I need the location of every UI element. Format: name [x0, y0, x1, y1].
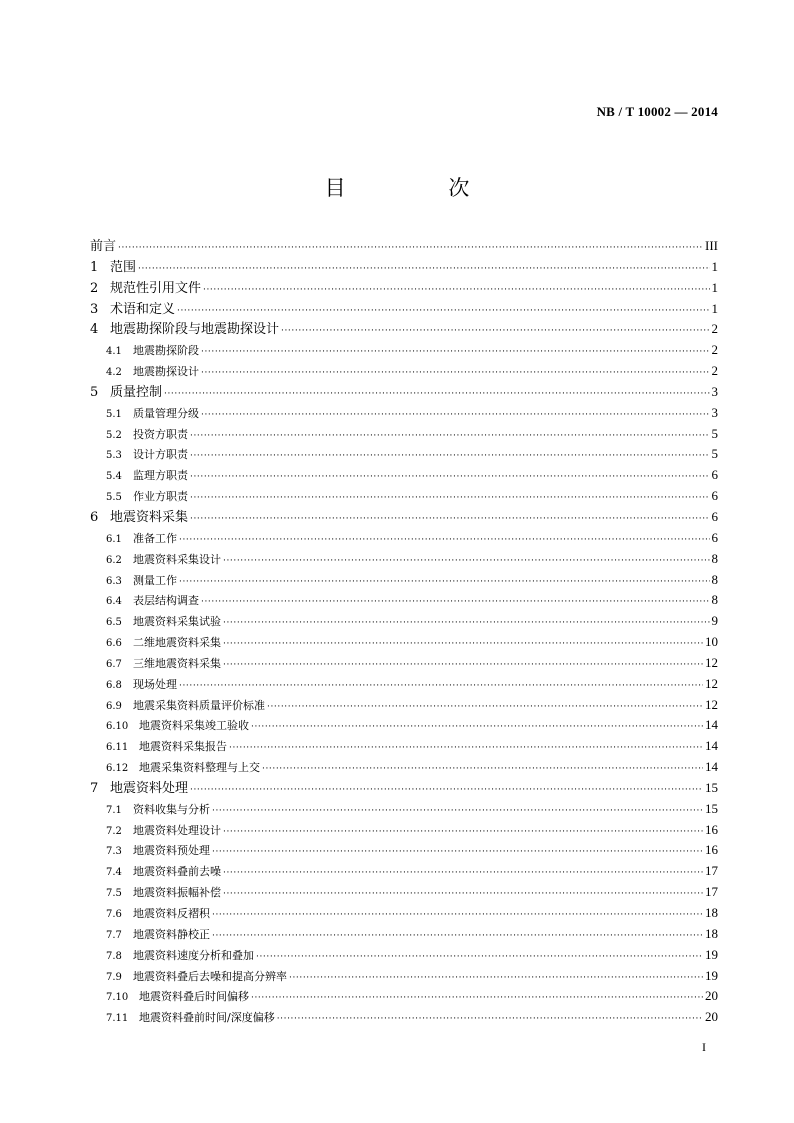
toc-entry[interactable] [90, 674, 718, 695]
dot-leader [251, 717, 703, 736]
toc-entry-number: 5.5 [106, 492, 122, 504]
dot-leader [190, 426, 710, 445]
dot-leader [262, 759, 703, 778]
toc-entry-title: 地震资料反褶积 [133, 907, 210, 920]
toc-entry[interactable] [90, 903, 718, 924]
toc-entry-number: 6.9 [106, 700, 122, 712]
dot-leader [190, 509, 709, 528]
toc-entry-page: 14 [705, 759, 718, 775]
toc-entry-title: 地震采集资料质量评价标准 [133, 698, 265, 712]
toc-entry-page: 1 [711, 258, 718, 274]
toc-entry-title: 地震资料静校正 [133, 927, 210, 941]
dot-leader [212, 842, 703, 861]
toc-entry-number: 6.1 [106, 533, 122, 545]
toc-entry[interactable] [90, 486, 718, 507]
page-number: I [702, 1040, 706, 1054]
toc-entry[interactable] [90, 653, 718, 674]
toc-entry-number: 2 [90, 280, 99, 296]
toc-entry[interactable] [90, 278, 718, 299]
toc-entry-number: 6.5 [106, 617, 122, 629]
dot-leader [223, 863, 703, 882]
toc-entry-number: 7.7 [106, 929, 122, 941]
toc-entry-number: 4.2 [106, 367, 122, 379]
dot-leader [223, 634, 703, 653]
dot-leader [201, 363, 710, 382]
toc-entry-page: 6 [711, 467, 718, 483]
toc-entry[interactable] [90, 507, 718, 528]
toc-entry[interactable] [90, 590, 718, 611]
toc-entry-page: 2 [711, 321, 718, 337]
dot-leader [201, 592, 710, 611]
toc-entry-title: 地震资料采集竣工验收 [139, 719, 249, 733]
toc-entry-number: 6.6 [106, 638, 122, 650]
toc-entry-title: 地震资料采集试验 [133, 615, 221, 629]
dot-leader [190, 446, 710, 465]
toc-entry[interactable] [90, 611, 718, 632]
toc-entry-page: 8 [711, 550, 718, 566]
dot-leader [212, 801, 703, 820]
toc-entry-title: 地震资料叠前去噪 [133, 865, 221, 879]
toc-entry-number: 7.5 [106, 888, 122, 900]
toc-entry-number: 6.4 [106, 596, 122, 608]
toc-entry[interactable] [90, 465, 718, 486]
toc-entry-page: 6 [711, 488, 718, 504]
dot-leader [223, 884, 703, 903]
toc-entry-number: 4 [90, 322, 99, 338]
toc-entry[interactable] [90, 528, 718, 549]
toc-entry-title: 地震资料叠后时间偏移 [139, 990, 249, 1004]
toc-entry[interactable] [90, 736, 718, 757]
dot-leader [179, 530, 710, 549]
toc-entry-number: 5.2 [106, 429, 122, 441]
toc-entry-title: 地震采集资料整理与上交 [139, 761, 260, 775]
dot-leader [212, 905, 703, 924]
toc-entry-page: 15 [705, 800, 718, 816]
toc-entry-page: 3 [711, 383, 718, 399]
toc-entry[interactable] [90, 861, 718, 882]
toc-entry-page: 19 [705, 946, 718, 962]
dot-leader [179, 572, 710, 591]
toc-entry[interactable] [90, 986, 718, 1007]
toc-entry-number: 4.1 [106, 346, 122, 358]
toc-entry-page: 14 [705, 717, 718, 733]
toc-entry-title: 前言 [90, 239, 117, 254]
toc-entry[interactable] [90, 236, 718, 257]
toc-entry-page: 6 [711, 508, 718, 524]
toc-entry-number: 7.8 [106, 950, 122, 962]
toc-entry-number: 6.11 [106, 742, 129, 754]
toc-entry-number: 6.7 [106, 658, 122, 670]
toc-entry-page: 17 [705, 863, 718, 879]
toc-entry[interactable] [90, 882, 718, 903]
toc-entry-title: 地震资料采集设计 [133, 552, 221, 566]
toc-entry-page: 5 [711, 446, 718, 462]
toc-entry-title: 现场处理 [133, 677, 177, 691]
toc-entry-title: 质量管理分级 [133, 406, 199, 420]
toc-entry-number: 7 [90, 780, 99, 796]
dot-leader [138, 259, 709, 278]
toc-entry[interactable] [90, 924, 718, 945]
dot-leader [201, 405, 710, 424]
toc-entry[interactable] [90, 632, 718, 653]
toc-entry-page: 2 [711, 342, 718, 358]
toc-entry-title: 地震资料预处理 [133, 844, 210, 858]
toc-entry-title: 地震勘探阶段 [133, 344, 199, 358]
toc-entry-title: 表层结构调查 [133, 594, 199, 608]
toc-entry-title: 测量工作 [133, 573, 177, 587]
toc-entry[interactable] [90, 840, 718, 861]
toc-entry-number: 5.1 [106, 408, 122, 420]
toc-entry[interactable] [90, 966, 718, 987]
dot-leader [118, 238, 703, 257]
toc-entry-page: 17 [705, 884, 718, 900]
toc-entry-page: 9 [711, 613, 718, 629]
dot-leader [190, 488, 710, 507]
dot-leader [223, 822, 703, 841]
dot-leader [223, 551, 710, 570]
toc-entry-number: 5.4 [106, 471, 122, 483]
toc-entry-title: 设计方职责 [133, 448, 188, 462]
toc-entry-number: 6.10 [106, 721, 129, 733]
toc-entry-title: 术语和定义 [110, 301, 176, 317]
toc-entry[interactable] [90, 715, 718, 736]
dot-leader [267, 697, 703, 716]
toc-entry-title: 地震勘探阶段与地震勘探设计 [110, 322, 280, 338]
toc-entry[interactable] [90, 695, 718, 716]
toc-entry-page: 12 [705, 675, 718, 691]
toc-entry-number: 6.3 [106, 575, 122, 587]
toc-entry-title: 投资方职责 [133, 427, 188, 441]
toc-entry-page: 16 [705, 842, 718, 858]
toc-entry-page: 1 [711, 300, 718, 316]
dot-leader [164, 384, 709, 403]
toc-entry-title: 地震资料采集 [110, 509, 189, 525]
toc-entry[interactable] [90, 319, 718, 340]
page-title: 目 次 [324, 176, 518, 200]
dot-leader [201, 342, 710, 361]
toc-entry-page: 20 [705, 988, 718, 1004]
toc-entry-number: 6.2 [106, 554, 122, 566]
toc-entry-title: 监理方职责 [133, 469, 188, 483]
toc-entry-page: 12 [705, 696, 718, 712]
dot-leader [256, 947, 703, 966]
toc-entry[interactable] [90, 382, 718, 403]
toc-entry-title: 地震资料处理设计 [133, 823, 221, 837]
toc-entry[interactable] [90, 424, 718, 445]
toc-entry[interactable] [90, 444, 718, 465]
toc-entry[interactable] [90, 757, 718, 778]
toc-entry-page: 3 [711, 404, 718, 420]
toc-entry-number: 6.8 [106, 679, 122, 691]
dot-leader [281, 321, 709, 340]
toc-entry-page: 19 [705, 967, 718, 983]
toc-entry-title: 准备工作 [133, 531, 177, 545]
toc-entry-page: 1 [711, 279, 718, 295]
toc-entry-number: 7.11 [106, 1013, 129, 1025]
toc-entry-title: 资料收集与分析 [133, 802, 210, 816]
toc-entry[interactable] [90, 299, 718, 320]
toc-entry-number: 5.3 [106, 450, 122, 462]
toc-entry-number: 5 [90, 384, 99, 400]
toc-entry[interactable] [90, 257, 718, 278]
toc-entry[interactable] [90, 570, 718, 591]
toc-entry-number: 6 [90, 509, 99, 525]
toc-entry-number: 3 [90, 301, 99, 317]
toc-entry[interactable] [90, 549, 718, 570]
dot-leader [177, 301, 709, 320]
toc-entry-title: 地震资料处理 [110, 780, 189, 796]
dot-leader [229, 738, 703, 757]
toc-entry-title: 范围 [110, 259, 137, 275]
toc-entry-title: 地震资料速度分析和叠加 [133, 948, 254, 962]
toc-entry-number: 7.10 [106, 992, 129, 1004]
toc-entry[interactable] [90, 820, 718, 841]
dot-leader [223, 613, 710, 632]
toc-entry-number: 7.6 [106, 909, 122, 920]
dot-leader [203, 280, 709, 299]
toc-entry-page: 18 [705, 925, 718, 941]
toc-entry-page: 18 [705, 905, 718, 920]
toc-entry-title: 地震资料采集报告 [139, 740, 227, 754]
toc-entry-page: III [705, 238, 718, 253]
toc-entry[interactable] [90, 945, 718, 966]
toc-entry-number: 1 [90, 259, 99, 275]
toc-entry-number: 7.4 [106, 867, 122, 879]
toc-entry-page: 20 [705, 1009, 718, 1025]
toc-entry-number: 7.3 [106, 846, 122, 858]
toc-entry-number: 7.2 [106, 825, 122, 837]
toc-entry-number: 7.9 [106, 971, 122, 983]
toc-entry-page: 10 [705, 634, 718, 650]
toc-entry-page: 8 [711, 592, 718, 608]
toc-entry-page: 14 [705, 738, 718, 754]
toc-entry-page: 2 [711, 363, 718, 379]
toc-entry[interactable] [90, 403, 718, 424]
dot-leader [190, 780, 703, 799]
toc-entry-page: 5 [711, 425, 718, 441]
toc-entry-page: 8 [711, 571, 718, 587]
dot-leader [179, 676, 703, 695]
toc-entry-title: 作业方职责 [133, 490, 188, 504]
toc-entry[interactable] [90, 1007, 718, 1028]
toc-entry[interactable] [90, 361, 718, 382]
table-of-contents [90, 236, 718, 1028]
toc-entry-page: 16 [705, 821, 718, 837]
toc-entry-title: 地震资料叠前时间/深度偏移 [139, 1011, 275, 1025]
toc-entry-title: 二维地震资料采集 [133, 636, 221, 650]
toc-entry[interactable] [90, 799, 718, 820]
dot-leader [277, 1009, 703, 1028]
toc-entry[interactable] [90, 340, 718, 361]
dot-leader [289, 968, 703, 987]
toc-entry-title: 质量控制 [110, 384, 163, 400]
toc-entry-title: 三维地震资料采集 [133, 656, 221, 670]
toc-entry[interactable] [90, 778, 718, 799]
toc-entry-title: 地震资料振幅补偿 [133, 886, 221, 900]
toc-entry-number: 6.12 [106, 763, 129, 775]
toc-entry-title: 地震资料叠后去噪和提高分辨率 [133, 969, 287, 983]
dot-leader [190, 467, 710, 486]
toc-entry-page: 12 [705, 654, 718, 670]
toc-entry-title: 规范性引用文件 [110, 280, 202, 296]
toc-entry-page: 15 [705, 779, 718, 795]
dot-leader [212, 926, 703, 945]
toc-entry-number: 7.1 [106, 804, 122, 816]
standard-number: NB / T 10002 — 2014 [596, 104, 718, 119]
dot-leader [251, 988, 703, 1007]
toc-entry-title: 地震勘探设计 [133, 365, 199, 379]
dot-leader [223, 655, 703, 674]
toc-entry-page: 6 [711, 529, 718, 545]
